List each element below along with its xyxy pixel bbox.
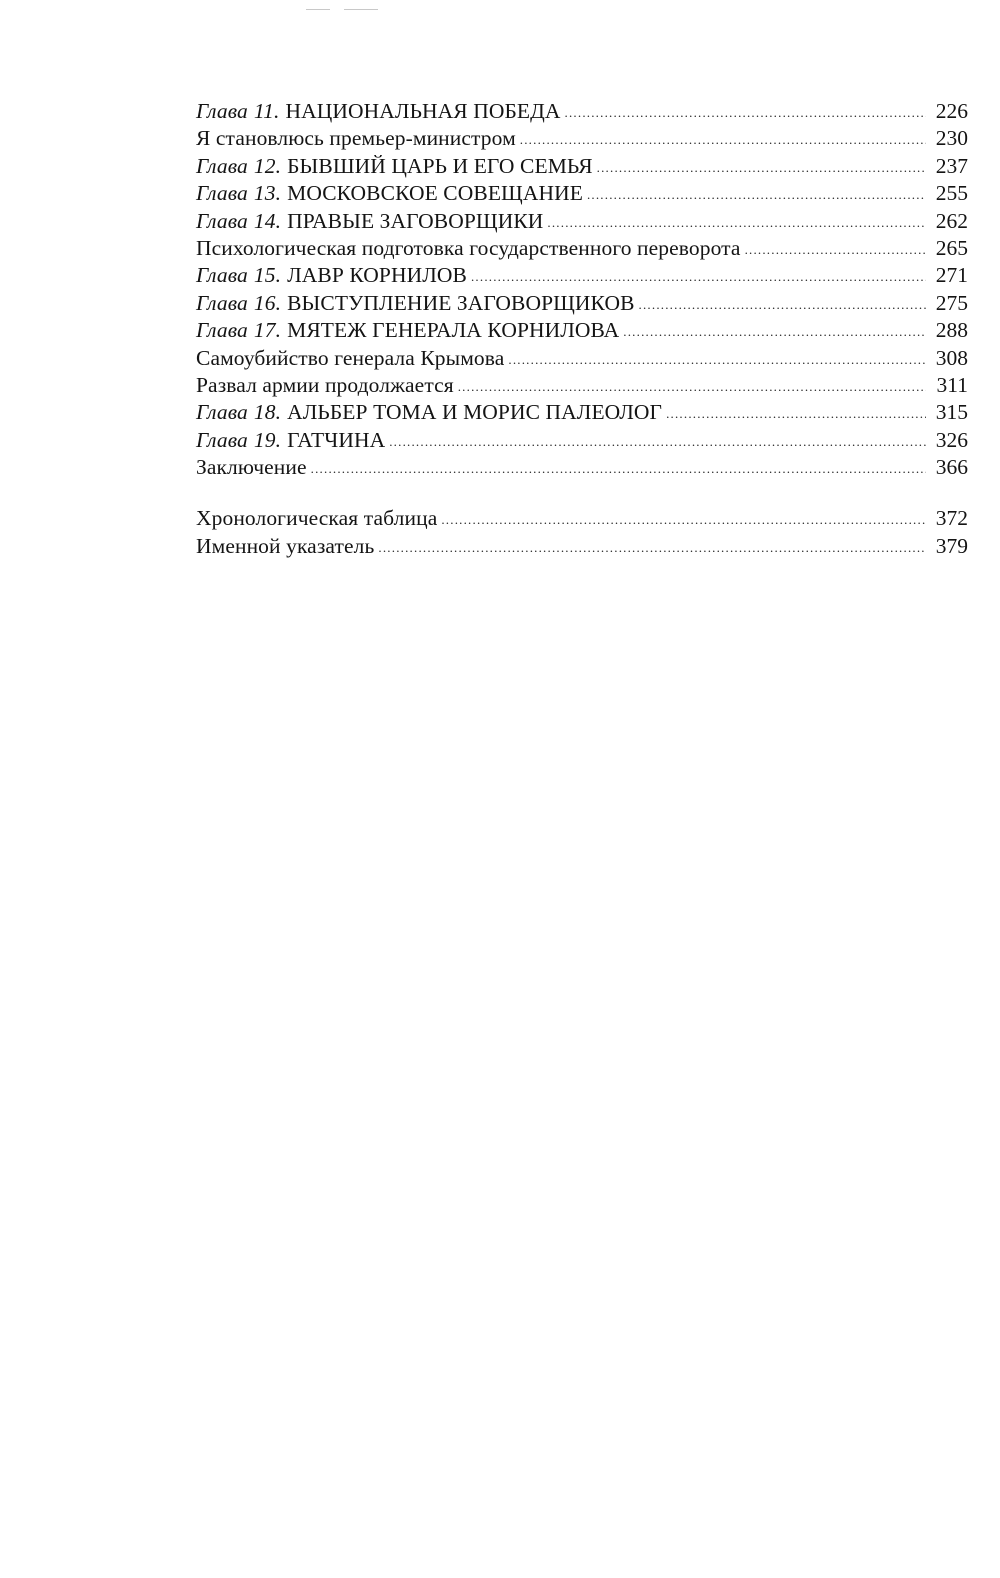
- entry-title: [196, 208, 543, 235]
- page-number: 288: [935, 318, 968, 343]
- page-number: 311: [936, 372, 968, 397]
- dot-leader: [378, 534, 926, 561]
- toc-entry: [196, 125, 968, 152]
- entry-title-text: Психологическая подготовка государственного переворота: [196, 235, 741, 260]
- toc-entry: [196, 317, 968, 344]
- toc-entry: [196, 235, 968, 262]
- chapter-word: Глава: [196, 318, 248, 343]
- entry-title: [196, 235, 741, 262]
- entry-title-text: ПРАВЫЕ ЗАГОВОРЩИКИ: [287, 208, 544, 233]
- dot-leader: [508, 346, 926, 373]
- toc-entry: [196, 505, 968, 532]
- entry-title-text: МОСКОВСКОЕ СОВЕЩАНИЕ: [287, 181, 583, 206]
- entry-title-text: НАЦИОНАЛЬНАЯ ПОБЕДА: [285, 99, 561, 123]
- chapter-word: Глава: [196, 400, 248, 425]
- dot-leader: [565, 99, 926, 126]
- page-number: 265: [935, 235, 968, 260]
- toc-entry: [196, 98, 968, 125]
- entry-title-text: Развал армии продолжается: [196, 372, 454, 397]
- chapter-number: 11.: [253, 99, 280, 123]
- entry-title: [196, 125, 516, 152]
- entry-title-text: МЯТЕЖ ГЕНЕРАЛА КОРНИЛОВА: [287, 318, 620, 343]
- entry-title-text: Именной указатель: [196, 533, 375, 558]
- scan-artifact: [306, 9, 330, 10]
- dot-leader: [639, 291, 926, 318]
- toc-entry: [196, 372, 968, 399]
- toc-entry: [196, 533, 968, 560]
- page-number: 262: [935, 208, 968, 233]
- page-number: 366: [935, 455, 968, 480]
- dot-leader: [547, 209, 926, 236]
- toc-entry: [196, 345, 968, 372]
- dot-leader: [311, 455, 926, 482]
- chapter-word: Глава: [196, 290, 248, 315]
- toc-entry: [196, 454, 968, 481]
- toc-main-entries: [196, 98, 968, 481]
- toc-entry: [196, 180, 968, 207]
- entry-title: [196, 153, 593, 180]
- entry-title: [196, 262, 467, 289]
- chapter-number: 13.: [253, 181, 282, 206]
- dot-leader: [389, 428, 926, 455]
- chapter-number: 17.: [253, 318, 282, 343]
- page-number: 275: [935, 290, 968, 315]
- entry-title: [196, 399, 662, 426]
- dot-leader: [745, 236, 926, 263]
- dot-leader: [623, 318, 926, 345]
- scan-artifact: [344, 9, 378, 10]
- toc-entry: [196, 290, 968, 317]
- entry-title: [196, 372, 454, 399]
- page-number: 308: [935, 345, 968, 370]
- toc-entry: [196, 208, 968, 235]
- entry-title: [196, 454, 307, 481]
- page-number: 255: [935, 181, 968, 206]
- toc-back-matter: [196, 505, 968, 560]
- chapter-number: 18.: [253, 400, 282, 425]
- entry-title-text: ГАТЧИНА: [287, 427, 386, 452]
- page-number: 372: [935, 506, 968, 531]
- chapter-word: Глава: [196, 181, 248, 206]
- entry-title: [196, 345, 504, 372]
- entry-title-text: АЛЬБЕР ТОМА И МОРИС ПАЛЕОЛОГ: [287, 400, 663, 425]
- entry-title-text: Хронологическая таблица: [196, 506, 438, 531]
- entry-title-text: Самоубийство генерала Крымова: [196, 345, 505, 370]
- chapter-word: Глава: [196, 99, 248, 123]
- page-number: 379: [935, 533, 968, 558]
- entry-title-text: Я становлюсь премьер-министром: [196, 126, 516, 151]
- entry-title-text: ЛАВР КОРНИЛОВ: [287, 263, 467, 288]
- toc-entry: [196, 262, 968, 289]
- dot-leader: [587, 181, 926, 208]
- entry-title: [196, 180, 583, 207]
- chapter-word: Глава: [196, 427, 248, 452]
- chapter-number: 16.: [253, 290, 282, 315]
- entry-title: [196, 427, 385, 454]
- dot-leader: [597, 154, 926, 181]
- page-number: 230: [935, 126, 968, 151]
- dot-leader: [471, 263, 926, 290]
- chapter-number: 12.: [253, 153, 282, 178]
- entry-title-text: БЫВШИЙ ЦАРЬ И ЕГО СЕМЬЯ: [287, 153, 593, 178]
- dot-leader: [441, 506, 926, 533]
- entry-title-text: ВЫСТУПЛЕНИЕ ЗАГОВОРЩИКОВ: [287, 290, 635, 315]
- entry-title: [196, 533, 374, 560]
- toc-entry: [196, 399, 968, 426]
- dot-leader: [458, 373, 926, 400]
- chapter-number: 15.: [253, 263, 282, 288]
- entry-title: [196, 290, 635, 317]
- dot-leader: [520, 126, 926, 153]
- entry-title: [196, 98, 561, 125]
- chapter-word: Глава: [196, 153, 248, 178]
- table-of-contents: [196, 98, 968, 560]
- dot-leader: [666, 400, 926, 427]
- page-number: 315: [935, 400, 968, 425]
- page-number: 326: [935, 427, 968, 452]
- chapter-number: 19.: [253, 427, 282, 452]
- page-number: 237: [935, 153, 968, 178]
- entry-title: [196, 317, 619, 344]
- entry-title-text: Заключение: [196, 455, 307, 480]
- toc-entry: [196, 427, 968, 454]
- toc-entry: [196, 153, 968, 180]
- page-number: 226: [935, 99, 968, 123]
- chapter-number: 14.: [253, 208, 282, 233]
- chapter-word: Глава: [196, 208, 248, 233]
- page-number: 271: [935, 263, 968, 288]
- entry-title: [196, 505, 437, 532]
- chapter-word: Глава: [196, 263, 248, 288]
